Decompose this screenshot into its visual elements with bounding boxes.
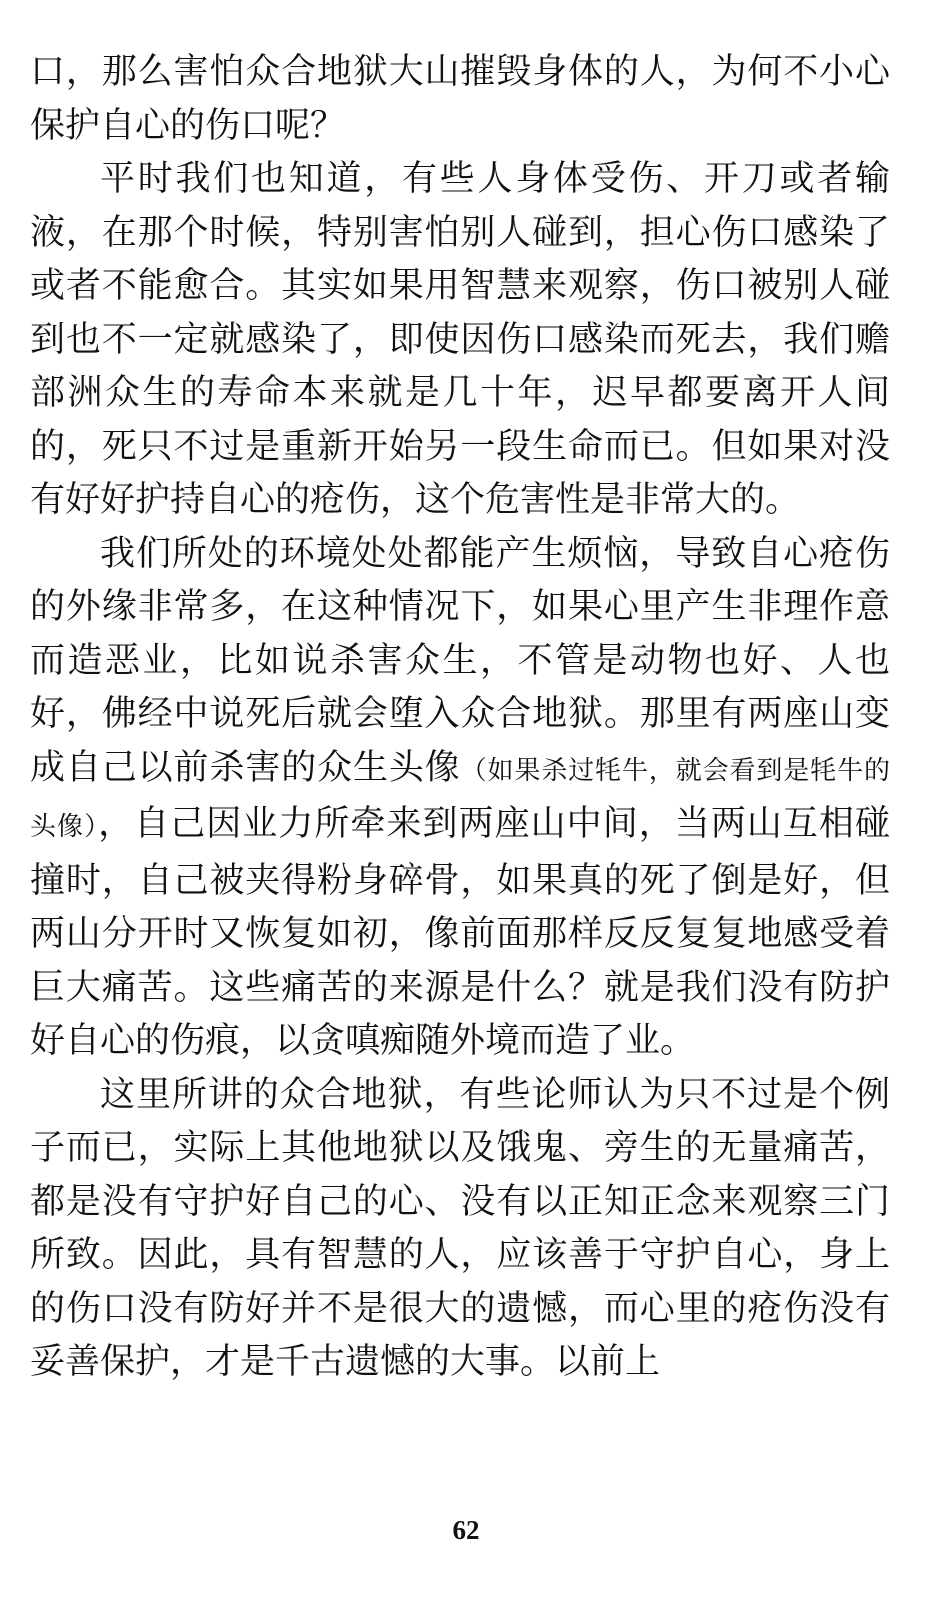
paragraph-continuation: 口，那么害怕众合地狱大山摧毁身体的人，为何不小心保护自心的伤口呢？: [30, 52, 890, 146]
paragraph-wound-analogy: 平时我们也知道，有些人身体受伤、开刀或者输液，在那个时候，特别害怕别人碰到，担心伤口感染了或者不能愈合。其实如果用智慧来观察，伤口被别人碰到也不一定就感染了，即使因伤口感染而死去，我们赡部洲众生的寿命本来就是几十年，迟早都要离开人间的，死只不过是重新开始另一段生命而已。但如果对没有好好护持自心的疮伤，这个危害性是非常大的。: [30, 159, 890, 520]
body-text: [30, 46, 890, 1390]
paragraph-text-after-note: ，自己因业力所牵来到两座山中间，当两山互相碰撞时，自己被夹得粉身碎骨，如果真的死了倒是好，但两山分开时又恢复如初，像前面那样反反复复地感受着巨大痛苦。这些痛苦的来源是什么？就是我们没有防护好自心的伤痕，以贪嗔痴随外境而造了业。: [30, 804, 890, 1061]
paragraph-guard-mind: 这里所讲的众合地狱，有些论师认为只不过是个例子而已，实际上其他地狱以及饿鬼、旁生的无量痛苦，都是没有守护好自己的心、没有以正知正念来观察三门所致。因此，具有智慧的人，应该善于守护自心，身上的伤口没有防好并不是很大的遗憾，而心里的疮伤没有妥善保护，才是千古遗憾的大事。以前上: [30, 1074, 890, 1382]
page-number: 62: [452, 1515, 480, 1545]
paragraph-text-before-note: 我们所处的环境处处都能产生烦恼，导致自心疮伤的外缘非常多，在这种情况下，如果心里产生非理作意而造恶业，比如说杀害众生，不管是动物也好、人也好，佛经中说死后就会堕入众合地狱。那里有两座山变成自己以前杀害的众生头像: [30, 533, 890, 788]
parenthetical-note: （如果杀过牦牛，就会看到是牦牛的头像）: [30, 755, 890, 842]
paragraph-crushing-hell: [30, 528, 890, 1069]
